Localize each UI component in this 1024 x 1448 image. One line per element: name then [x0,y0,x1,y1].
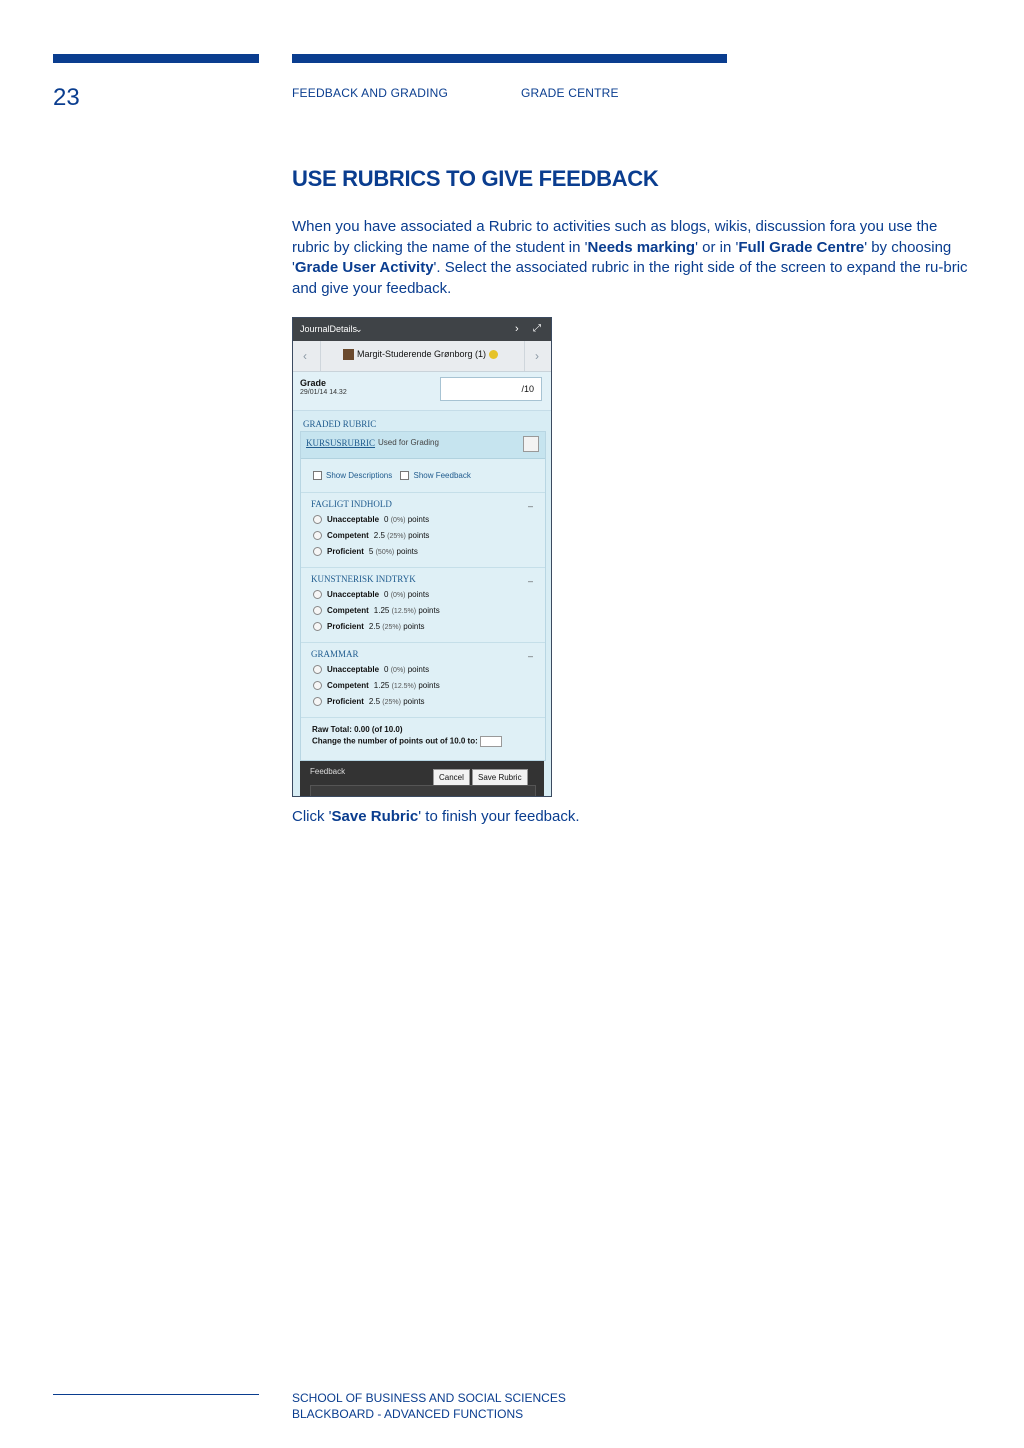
level-option[interactable]: Unacceptable 0 (0%) points [313,665,429,674]
header-section: FEEDBACK AND GRADING [292,86,449,100]
student-name[interactable]: Margit-Studerende Grønborg (1) [343,349,498,360]
criterion-name: GRAMMAR [311,649,359,659]
journal-details-title: JournalDetails [300,324,358,334]
criterion-grammar [301,642,545,717]
rubric-panel [300,431,546,761]
points-input[interactable] [480,736,502,747]
rubric-used-label: Used for Grading [378,438,439,447]
grade-input[interactable] [440,377,542,401]
caption: Click 'Save Rubric' to finish your feedback. [292,808,580,825]
screenshot-footer [300,761,544,796]
level-option[interactable]: Proficient 5 (50%) points [313,547,418,556]
collapse-icon[interactable]: – [527,651,533,661]
grade-box [293,372,551,411]
radio-button[interactable] [313,681,322,690]
collapse-icon[interactable]: – [527,576,533,586]
criterion-kunstnerisk [301,567,545,642]
graded-rubric-heading: GRADED RUBRIC [303,419,377,429]
page-title: USE RUBRICS TO GIVE FEEDBACK [292,166,659,191]
level-option[interactable]: Proficient 2.5 (25%) points [313,697,425,706]
radio-button[interactable] [313,697,322,706]
criterion-name: FAGLIGT INDHOLD [311,499,392,509]
radio-button[interactable] [313,531,322,540]
criterion-name: KUNSTNERISK INDTRYK [311,574,416,584]
raw-total: Raw Total: 0.00 (of 10.0) Change the number of points out of 10.0 to: [312,725,502,747]
chevron-right-icon[interactable]: › [515,323,519,335]
grade-date: 29/01/14 14.32 [300,389,347,396]
avatar [343,349,354,360]
footer-subtitle: BLACKBOARD - ADVANCED FUNCTIONS [292,1407,524,1421]
feedback-textarea[interactable] [310,785,536,797]
student-nav-row [293,341,551,372]
radio-button[interactable] [313,606,322,615]
chevron-down-icon[interactable]: ⌄ [355,324,363,334]
level-option[interactable]: Unacceptable 0 (0%) points [313,590,429,599]
rubric-view-icon[interactable] [523,436,539,452]
change-points-row: Change the number of points out of 10.0 to: [312,736,502,747]
rubric-name-link[interactable]: KURSUSRUBRIC [306,438,376,448]
radio-button[interactable] [313,547,322,556]
expand-icon[interactable]: ⤢ [533,323,541,334]
rubric-screenshot [292,317,552,797]
previous-student-icon[interactable]: ‹ [303,349,307,363]
header-bar-right [292,54,727,63]
radio-button[interactable] [313,515,322,524]
radio-button[interactable] [313,590,322,599]
footer-rule [53,1394,259,1395]
radio-button[interactable] [313,665,322,674]
criterion-faglig [301,492,545,567]
save-rubric-button[interactable]: Save Rubric [472,769,528,786]
cancel-button[interactable]: Cancel [433,769,470,786]
rubric-header [301,432,545,459]
page-number: 23 [53,84,80,111]
grade-value: /10 [521,384,534,394]
level-option[interactable]: Competent 2.5 (25%) points [313,531,429,540]
show-feedback-checkbox[interactable] [400,471,409,480]
header-subsection: GRADE CENTRE [521,86,619,100]
status-badge [489,350,498,359]
feedback-label: Feedback [310,767,346,776]
level-option[interactable]: Competent 1.25 (12.5%) points [313,606,440,615]
footer-school: SCHOOL OF BUSINESS AND SOCIAL SCIENCES [292,1391,566,1405]
next-student-icon[interactable]: › [535,349,539,363]
level-option[interactable]: Unacceptable 0 (0%) points [313,515,429,524]
level-option[interactable]: Proficient 2.5 (25%) points [313,622,425,631]
level-option[interactable]: Competent 1.25 (12.5%) points [313,681,440,690]
show-descriptions-checkbox[interactable] [313,471,322,480]
rubric-options: Show Descriptions Show Feedback [313,471,471,480]
header-bar-left [53,54,259,63]
intro-paragraph: When you have associated a Rubric to activities such as blogs, wikis, discussion fora you use the rubric by clicking the name of the student in 'Needs marking' or in 'Full Grade Centre' by choosing 'Grade User Activity'. Select the associated rubric in the right side of the screen to expand the ru-bric and give your feedback. [292,218,968,297]
screenshot-topbar [293,318,551,341]
radio-button[interactable] [313,622,322,631]
grade-label: Grade [300,378,327,388]
collapse-icon[interactable]: – [527,501,533,511]
